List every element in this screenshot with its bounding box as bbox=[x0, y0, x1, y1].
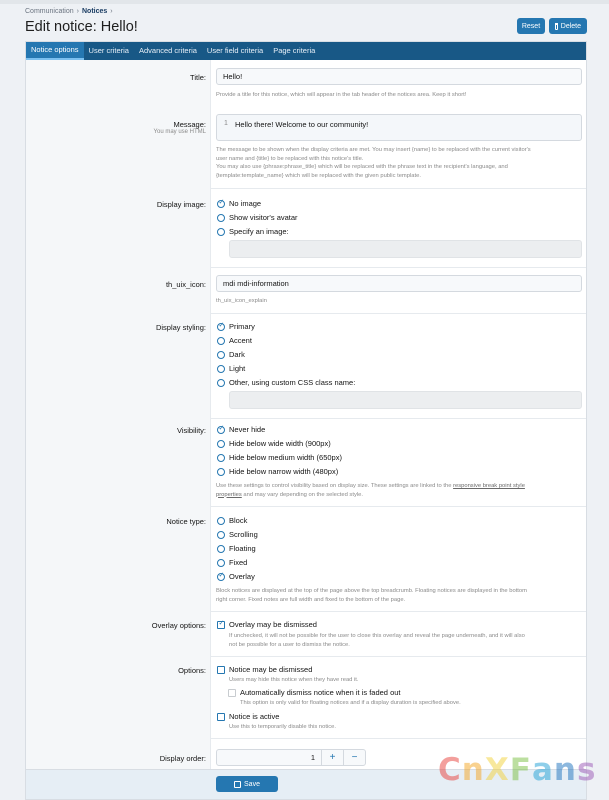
radio-icon bbox=[217, 531, 225, 539]
tab-user-field-criteria[interactable]: User field criteria bbox=[206, 46, 264, 55]
radio-icon bbox=[217, 440, 225, 448]
trash-icon bbox=[555, 23, 558, 30]
radio-icon bbox=[217, 517, 225, 525]
increment-button[interactable]: + bbox=[321, 750, 343, 765]
radio-icon bbox=[217, 337, 225, 345]
visibility-hint: Use these settings to control visibility based on display size. These settings are linked to the responsive break point style properties and may vary depending on the selected style. bbox=[216, 483, 525, 498]
notice-type-hint: Block notices are displayed at the top of the page above the top breadcrumb. Floating notices are displayed in the bottom right corner. Fixed notes are full width and fixed to the bottom of the page. bbox=[216, 588, 527, 603]
checkbox-icon bbox=[217, 666, 225, 674]
notice-type-label: Notice type: bbox=[166, 517, 206, 526]
checkbox-icon bbox=[217, 713, 225, 721]
divider bbox=[211, 506, 586, 507]
watermark-letter: n bbox=[553, 752, 577, 788]
radio-floating[interactable]: Floating bbox=[217, 544, 256, 553]
radio-hide-medium[interactable]: Hide below medium width (650px) bbox=[217, 453, 342, 462]
tab-bar bbox=[26, 42, 586, 60]
checkbox-notice-dismissable[interactable]: Notice may be dismissed bbox=[217, 665, 312, 674]
radio-checked-icon bbox=[217, 323, 225, 331]
divider bbox=[211, 267, 586, 268]
radio-checked-icon bbox=[217, 200, 225, 208]
delete-button[interactable]: Delete bbox=[549, 18, 587, 34]
uix-icon-input[interactable]: mdi mdi-information bbox=[216, 275, 582, 292]
decrement-button[interactable]: − bbox=[343, 750, 365, 765]
breadcrumb: Communication › Notices › bbox=[25, 8, 113, 15]
break-point-link[interactable]: responsive break point style bbox=[453, 483, 525, 489]
divider bbox=[211, 313, 586, 314]
watermark-logo bbox=[438, 752, 596, 788]
custom-css-input[interactable] bbox=[229, 391, 582, 409]
message-text: Hello there! Welcome to our community! bbox=[235, 120, 369, 129]
break-point-link-2[interactable]: properties bbox=[216, 491, 242, 498]
radio-checked-icon bbox=[217, 573, 225, 581]
radio-hide-narrow[interactable]: Hide below narrow width (480px) bbox=[217, 467, 338, 476]
radio-accent[interactable]: Accent bbox=[217, 336, 252, 345]
radio-icon bbox=[217, 214, 225, 222]
uix-icon-label: th_uix_icon: bbox=[165, 280, 206, 289]
overlay-options-label: Overlay options: bbox=[151, 621, 206, 630]
checkbox-notice-active[interactable]: Notice is active bbox=[217, 712, 279, 721]
line-number: 1 bbox=[224, 120, 228, 127]
save-icon bbox=[234, 781, 241, 788]
divider bbox=[211, 738, 586, 739]
title-hint: Provide a title for this notice, which will appear in the tab header of the notices area. Keep it short! bbox=[216, 92, 467, 98]
options-label: Options: bbox=[178, 666, 206, 675]
radio-icon bbox=[217, 351, 225, 359]
radio-icon bbox=[217, 379, 225, 387]
divider bbox=[211, 656, 586, 657]
dismissable-hint: Users may hide this notice when they have read it. bbox=[229, 677, 359, 683]
active-hint: Use this to temporarily disable this notice. bbox=[229, 724, 336, 730]
top-bar bbox=[0, 0, 609, 4]
radio-hide-wide[interactable]: Hide below wide width (900px) bbox=[217, 439, 331, 448]
overlay-options-hint: If unchecked, it will not be possible for the user to close this overlay and reveal the page underneath, and it will also not be possible for a user to dismiss the notice. bbox=[229, 633, 525, 648]
watermark-letter: F bbox=[509, 752, 532, 788]
tab-advanced-criteria[interactable]: Advanced criteria bbox=[138, 46, 197, 55]
divider bbox=[211, 188, 586, 189]
radio-block[interactable]: Block bbox=[217, 516, 247, 525]
radio-specify-image[interactable]: Specify an image: bbox=[217, 227, 289, 236]
radio-dark[interactable]: Dark bbox=[217, 350, 245, 359]
auto-dismiss-hint: This option is only valid for floating notices and if a display duration is specified above. bbox=[240, 700, 461, 706]
radio-icon bbox=[217, 559, 225, 567]
radio-icon bbox=[217, 454, 225, 462]
watermark-letter: X bbox=[484, 752, 510, 788]
image-url-input[interactable] bbox=[229, 240, 582, 258]
radio-icon bbox=[217, 365, 225, 373]
divider bbox=[211, 418, 586, 419]
watermark-letter: s bbox=[576, 752, 597, 788]
display-order-label: Display order: bbox=[159, 754, 206, 763]
radio-overlay[interactable]: ✓ Overlay bbox=[217, 572, 255, 581]
radio-custom-css[interactable]: Other, using custom CSS class name: bbox=[217, 378, 355, 387]
watermark-letter: C bbox=[438, 752, 462, 788]
radio-icon bbox=[217, 228, 225, 236]
checkbox-checked-icon bbox=[217, 621, 225, 629]
title-label: Title: bbox=[190, 73, 206, 82]
message-editor[interactable] bbox=[216, 114, 582, 141]
display-order-input[interactable]: 1 bbox=[310, 753, 315, 762]
radio-icon bbox=[217, 468, 225, 476]
visibility-label: Visibility: bbox=[176, 426, 206, 435]
breadcrumb-communication[interactable]: Communication bbox=[25, 8, 74, 15]
divider bbox=[211, 611, 586, 612]
tab-page-criteria[interactable]: Page criteria bbox=[273, 46, 316, 55]
checkbox-icon bbox=[228, 689, 236, 697]
radio-primary[interactable]: ✓ Primary bbox=[217, 322, 255, 331]
radio-fixed[interactable]: Fixed bbox=[217, 558, 247, 567]
radio-scrolling[interactable]: Scrolling bbox=[217, 530, 258, 539]
message-label: Message: bbox=[173, 120, 206, 129]
radio-visitor-avatar[interactable]: Show visitor's avatar bbox=[217, 213, 298, 222]
save-button[interactable]: Save bbox=[216, 776, 278, 792]
radio-icon bbox=[217, 545, 225, 553]
reset-button[interactable]: Reset bbox=[517, 18, 545, 34]
checkbox-overlay-dismissable[interactable]: ✓ Overlay may be dismissed bbox=[217, 620, 317, 629]
radio-checked-icon bbox=[217, 426, 225, 434]
message-sublabel: You may use HTML bbox=[153, 129, 206, 135]
tab-notice-options[interactable]: Notice options bbox=[26, 42, 84, 60]
uix-icon-hint: th_uix_icon_explain bbox=[216, 298, 267, 304]
label-column bbox=[26, 60, 211, 787]
display-styling-label: Display styling: bbox=[155, 323, 206, 332]
display-image-label: Display image: bbox=[156, 200, 206, 209]
page-title: Edit notice: Hello! bbox=[25, 19, 138, 35]
watermark-letter: n bbox=[461, 752, 485, 788]
message-hint: The message to be shown when the display criteria are met. You may insert {name} to be replaced with the current visitor's user name and {title} to be replaced with this notice's title. You may also use {phrase:phrase_title} which will be replaced with the phrase text in the recipient's language, and {template:template_name} which will be replaced with the given public template. bbox=[216, 147, 531, 179]
title-input[interactable]: Hello! bbox=[216, 68, 582, 85]
radio-light[interactable]: Light bbox=[217, 364, 245, 373]
watermark-letter: a bbox=[531, 752, 554, 788]
edit-notice-form bbox=[25, 41, 587, 800]
display-order-stepper bbox=[216, 749, 366, 766]
radio-never-hide[interactable]: ✓ Never hide bbox=[217, 425, 265, 434]
checkbox-auto-dismiss[interactable]: Automatically dismiss notice when it is faded out bbox=[228, 688, 401, 697]
tab-user-criteria[interactable]: User criteria bbox=[88, 46, 129, 55]
radio-no-image[interactable]: ✓ No image bbox=[217, 199, 261, 208]
breadcrumb-notices[interactable]: Notices bbox=[81, 8, 108, 15]
